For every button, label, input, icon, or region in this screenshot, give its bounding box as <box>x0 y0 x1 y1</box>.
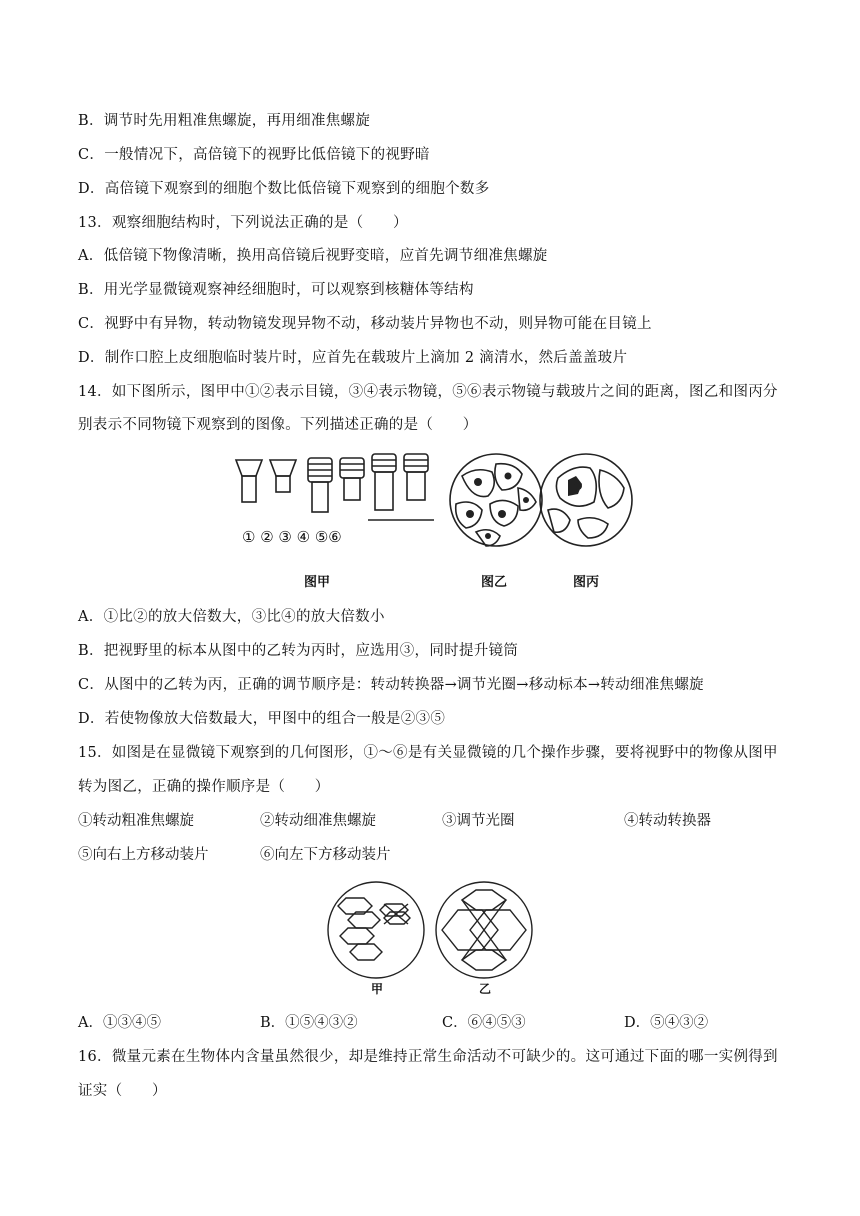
q15-option-a: A．①③④⑤ <box>78 1015 161 1031</box>
q13-option-a: A．低倍镜下物像清晰，换用高倍镜后视野变暗，应首先调节细准焦螺旋 <box>78 248 548 264</box>
q16-stem-line2: 证实（ ） <box>78 1083 167 1099</box>
q14-option-c: C．从图中的乙转为丙，正确的调节顺序是：转动转换器→调节光圈→移动标本→转动细准焦螺旋 <box>78 677 704 693</box>
q13-option-d: D．制作口腔上皮细胞临时装片时，应首先在载玻片上滴加 2 滴清水，然后盖盖玻片 <box>78 350 628 366</box>
q12-option-d: D．高倍镜下观察到的细胞个数比低倍镜下观察到的细胞个数多 <box>78 181 490 197</box>
q14-option-b: B．把视野里的标本从图中的乙转为丙时，应选用③，同时提升镜筒 <box>78 643 519 659</box>
q14-caption-jia: 图甲 <box>304 575 331 590</box>
q15-stem-line2: 转为图乙，正确的操作顺序是（ ） <box>78 779 330 795</box>
q14-option-a: A．①比②的放大倍数大，③比④的放大倍数小 <box>78 609 385 625</box>
q15-steps <box>78 811 778 867</box>
q15-options <box>78 1013 778 1033</box>
q15-option-b: B．①⑤④③② <box>260 1015 358 1031</box>
q15-step-5: ⑤向右上方移动装片 <box>78 847 209 863</box>
q14-stem-line2: 别表示不同物镜下观察到的图像。下列描述正确的是（ ） <box>78 417 478 433</box>
q15-step-6: ⑥向左下方移动装片 <box>260 847 391 863</box>
q13-stem: 13．观察细胞结构时，下列说法正确的是（ ） <box>78 215 408 231</box>
geometric-shapes-diagram <box>324 880 536 984</box>
q15-step-4: ④转动转换器 <box>624 813 711 829</box>
q15-caption-yi: 乙 <box>479 982 492 996</box>
q14-figure-numbers: ① ② ③ ④ ⑤⑥ <box>242 528 342 546</box>
q15-stem-line1: 15．如图是在显微镜下观察到的几何图形，①～⑥是有关显微镜的几个操作步骤，要将视野中的物像从图甲 <box>78 745 778 761</box>
q13-option-c: C．视野中有异物，转动物镜发现异物不动，移动装片异物也不动，则异物可能在目镜上 <box>78 316 652 332</box>
q15-step-1: ①转动粗准焦螺旋 <box>78 813 194 829</box>
q12-option-b: B．调节时先用粗准焦螺旋，再用细准焦螺旋 <box>78 113 371 129</box>
q12-option-c: C．一般情况下，高倍镜下的视野比低倍镜下的视野暗 <box>78 147 430 163</box>
q15-caption-jia: 甲 <box>371 982 384 996</box>
q15-option-c: C．⑥④⑤③ <box>442 1015 526 1031</box>
q14-stem-line1: 14．如下图所示，图甲中①②表示目镜，③④表示物镜，⑤⑥表示物镜与载玻片之间的距离，图乙和图丙分 <box>78 384 778 400</box>
q14-caption-bing: 图丙 <box>573 575 600 590</box>
q14-caption-yi: 图乙 <box>481 575 508 590</box>
q15-step-3: ③调节光圈 <box>442 813 515 829</box>
microscope-lens-diagram <box>228 448 638 588</box>
q15-step-2: ②转动细准焦螺旋 <box>260 813 376 829</box>
q16-stem-line1: 16．微量元素在生物体内含量虽然很少，却是维持正常生命活动不可缺少的。这可通过下面的哪一实例得到 <box>78 1049 778 1065</box>
q15-figure <box>324 880 536 984</box>
q15-option-d: D．⑤④③② <box>624 1015 709 1031</box>
q14-option-d: D．若使物像放大倍数最大，甲图中的组合一般是②③⑤ <box>78 711 446 727</box>
q14-figure <box>228 448 638 588</box>
q13-option-b: B．用光学显微镜观察神经细胞时，可以观察到核糖体等结构 <box>78 282 474 298</box>
